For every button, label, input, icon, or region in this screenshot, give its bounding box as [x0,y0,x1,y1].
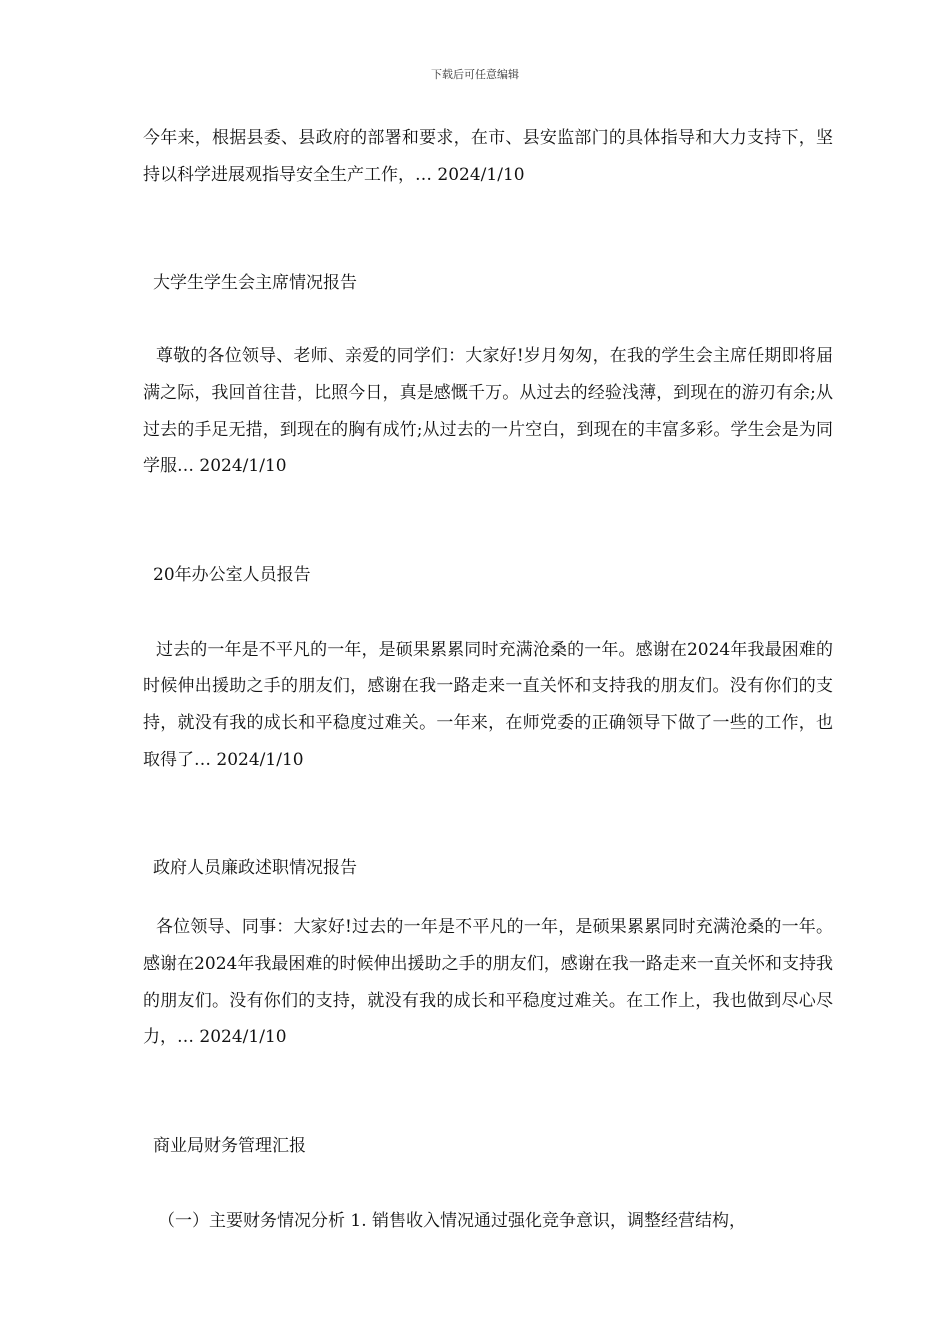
section-2-title: 大学生学生会主席情况报告 [153,273,357,294]
spacer [143,193,833,265]
section-3-title: 20年办公室人员报告 [153,564,311,585]
section-2-body: 尊敬的各位领导、老师、亲爱的同学们：大家好!岁月匆匆，在我的学生会主席任期即将届满之际，我回首往昔，比照今日，真是感慨千万。从过去的经验浅薄，到现在的游刃有余;从过去的手足无措，到现在的胸有成竹;从过去的一片空白，到现在的丰富多彩。学生会是为同学服… 2024/1/10 [143,346,833,477]
spacer [143,1165,833,1203]
section-1-body: 今年来，根据县委、县政府的部署和要求，在市、县安监部门的具体指导和大力支持下，坚持以科学进展观指导安全生产工作，… 2024/1/10 [143,128,833,185]
section-5-title: 商业局财务管理汇报 [153,1135,306,1156]
page-header-note: 下载后可任意编辑 [431,68,519,81]
spacer [143,302,833,338]
spacer [143,485,833,557]
section-5-body: （一）主要财务情况分析 1. 销售收入情况通过强化竞争意识，调整经营结构， [158,1210,747,1231]
spacer [143,778,833,850]
section-4-title: 政府人员廉政述职情况报告 [153,858,357,879]
spacer [143,887,833,909]
section-3-body: 过去的一年是不平凡的一年，是硕果累累同时充满沧桑的一年。感谢在2024年我最困难的时候伸出援助之手的朋友们，感谢在我一路走来一直关怀和支持我的朋友们。没有你们的支持，就没有我的成长和平稳度过难关。一年来，在师党委的正确领导下做了一些的工作，也取得了… 2024/1/10 [143,639,833,770]
spacer [143,594,833,632]
spacer [143,1056,833,1128]
section-4-body: 各位领导、同事：大家好!过去的一年是不平凡的一年，是硕果累累同时充满沧桑的一年。感谢在2024年我最困难的时候伸出援助之手的朋友们，感谢在我一路走来一直关怀和支持我的朋友们。没有你们的支持，就没有我的成长和平稳度过难关。在工作上，我也做到尽心尽力，… 2024/1/10 [143,917,833,1048]
document-body [143,120,833,1239]
